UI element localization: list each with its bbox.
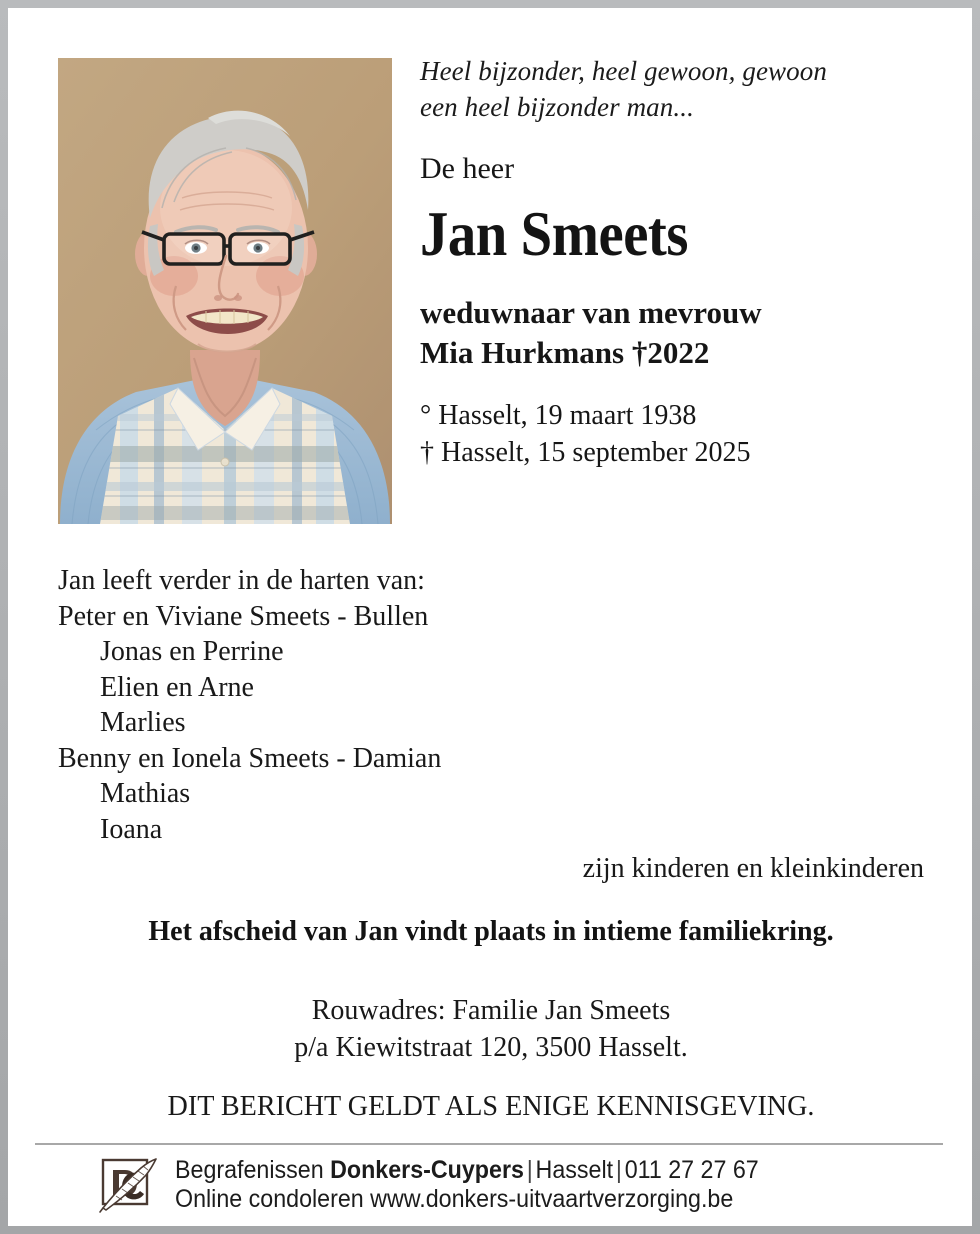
family-intro: Jan leeft verder in de harten van: — [58, 565, 425, 596]
motto — [420, 54, 940, 126]
family-line: Peter en Viviane Smeets - Bullen — [58, 600, 429, 632]
motto-line-2: een heel bijzonder man... — [420, 91, 694, 122]
notice-card — [8, 8, 972, 1226]
family-name-lines — [58, 599, 924, 848]
death-date: † Hasselt, 15 september 2025 — [420, 436, 751, 468]
footer-city: Hasselt — [535, 1156, 614, 1184]
address-line-1: Rouwadres: Familie Jan Smeets — [311, 995, 671, 1026]
mourning-address — [58, 992, 924, 1066]
footer-separator-1: | — [526, 1156, 533, 1184]
footer-separator-2: | — [615, 1156, 622, 1184]
spouse-line-1: weduwnaar van mevrouw — [420, 294, 762, 330]
portrait-photo — [58, 58, 392, 524]
sole-notice-text: DIT BERICHT GELDT ALS ENIGE KENNISGEVING. — [167, 1090, 815, 1122]
address-line-2: p/a Kiewitstraat 120, 3500 Hasselt. — [294, 1032, 688, 1064]
footer-divider — [35, 1143, 943, 1145]
donkers-cuypers-logo-icon — [95, 1150, 159, 1214]
deceased-name: Jan Smeets — [420, 198, 688, 269]
salutation: De heer — [420, 151, 515, 185]
spouse-line-2: Mia Hurkmans †2022 — [420, 334, 710, 370]
birth-date: ° Hasselt, 19 maart 1938 — [420, 400, 697, 432]
life-dates — [420, 398, 940, 471]
footer — [35, 1156, 943, 1215]
family-closing: zijn kinderen en kleinkinderen — [582, 853, 924, 885]
footer-text — [175, 1156, 759, 1215]
family-line: Jonas en Perrine — [100, 636, 284, 668]
family-list — [58, 563, 924, 887]
family-line: Benny en Ionela Smeets - Damian — [58, 742, 442, 774]
footer-phone: 011 27 27 67 — [624, 1156, 759, 1184]
motto-line-1: Heel bijzonder, heel gewoon, gewoon — [420, 56, 827, 86]
portrait-illustration — [58, 58, 392, 524]
footer-prefix: Begrafenissen — [175, 1156, 331, 1184]
family-line: Ioana — [100, 813, 163, 845]
logo-svg — [95, 1150, 159, 1214]
farewell-announcement: Het afscheid van Jan vindt plaats in intieme familiekring. — [148, 916, 834, 947]
family-line: Elien en Arne — [100, 671, 254, 703]
family-line: Marlies — [100, 707, 186, 739]
top-area — [8, 8, 972, 520]
spouse-info — [420, 293, 940, 372]
footer-company: Donkers-Cuypers — [330, 1156, 524, 1184]
family-line: Mathias — [100, 778, 191, 810]
footer-line-1 — [175, 1156, 759, 1185]
heading-block — [420, 54, 940, 471]
footer-line-2: Online condoleren www.donkers-uitvaartverzorging.be — [175, 1185, 734, 1214]
